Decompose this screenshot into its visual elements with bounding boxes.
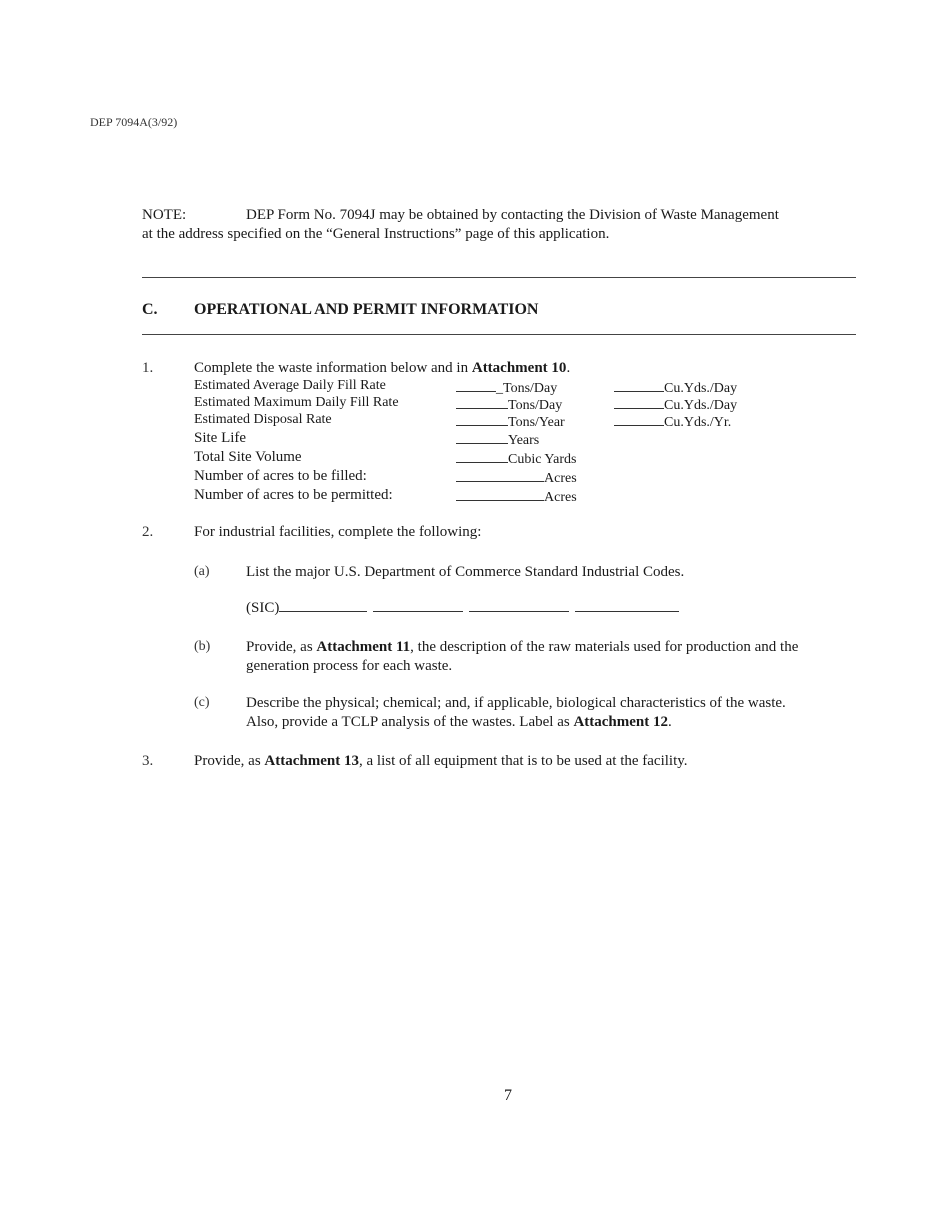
divider-section [142,334,856,335]
row-unit: Acres [544,471,577,486]
fill-row-acres-permitted [194,487,794,506]
site-life-field[interactable] [456,430,508,444]
tons-per-day-avg-field[interactable] [456,378,496,392]
fill-row-site-volume [194,449,794,468]
page-number: 7 [504,1087,512,1104]
item-2c-line-2-pre: Also, provide a TCLP analysis of the wastes. Label as [246,714,574,730]
note-paragraph [142,206,862,244]
item-3-text [194,753,688,770]
section-title: OPERATIONAL AND PERMIT INFORMATION [194,301,539,318]
item-3-pre: Provide, as [194,753,265,769]
row-unit: Cu.Yds./Day [664,381,738,396]
item-3-post: , a list of all equipment that is to be used at the facility. [359,753,688,769]
fill-row-acres-filled [194,468,794,487]
row-unit: Years [508,433,540,448]
tons-per-year-field[interactable] [456,412,508,426]
note-line-2: at the address specified on the “General Instructions” page of this application. [142,226,610,242]
site-volume-field[interactable] [456,449,508,463]
row-label: Total Site Volume [194,449,302,465]
cuyds-per-year-field[interactable] [614,412,664,426]
section-letter: C. [142,301,158,318]
item-1-number: 1. [142,360,154,376]
item-2c-line-1: Describe the physical; chemical; and, if applicable, biological characteristics of the waste. [246,695,786,711]
row-unit: _Tons/Day [496,381,558,396]
note-label: NOTE: [142,207,187,223]
acres-filled-field[interactable] [456,468,544,482]
sic-codes-line [246,599,679,617]
row-label: Estimated Average Daily Fill Rate [194,378,386,393]
item-2-text: For industrial facilities, complete the following: [194,524,482,540]
item-1-text-post: . [566,360,571,376]
item-1-text-pre: Complete the waste information below and in [194,360,472,376]
item-2a-label: (a) [194,564,210,579]
item-2b-text [246,638,860,676]
row-label: Site Life [194,430,247,446]
attachment-11-ref: Attachment 11 [316,639,411,655]
attachment-10-ref: Attachment 10 [471,360,567,376]
item-2-number: 2. [142,524,154,540]
row-unit: Tons/Year [508,415,565,430]
tons-per-day-max-field[interactable] [456,395,508,409]
row-label: Number of acres to be filled: [194,468,367,484]
form-id: DEP 7094A(3/92) [90,115,178,129]
sic-code-field-2[interactable] [373,599,463,612]
row-unit: Tons/Day [508,398,563,413]
row-unit: Cu.Yds./Day [664,398,738,413]
cuyds-per-day-max-field[interactable] [614,395,664,409]
row-label: Estimated Disposal Rate [194,412,332,427]
item-2c-text [246,694,860,732]
item-2c-label: (c) [194,695,210,710]
sic-code-field-4[interactable] [575,599,679,612]
attachment-12-ref: Attachment 12 [573,714,669,730]
item-3-number: 3. [142,753,154,769]
fill-row-site-life [194,430,794,449]
acres-permitted-field[interactable] [456,487,544,501]
note-line-1: DEP Form No. 7094J may be obtained by contacting the Division of Waste Management [246,207,779,223]
divider-top [142,277,856,278]
sic-code-field-1[interactable] [279,599,367,612]
cuyds-per-day-avg-field[interactable] [614,378,664,392]
item-2b-label: (b) [194,639,211,654]
item-2b-post: , the description of the raw materials used for production and the generation process for each waste. [246,639,799,674]
item-2b-pre: Provide, as [246,639,317,655]
item-2c-line-2-post: . [668,714,672,730]
attachment-13-ref: Attachment 13 [264,753,359,769]
row-label: Estimated Maximum Daily Fill Rate [194,395,399,410]
item-1-text [194,360,570,377]
row-unit: Cubic Yards [508,452,577,467]
sic-code-field-3[interactable] [469,599,569,612]
row-label: Number of acres to be permitted: [194,487,393,503]
item-2a-text: List the major U.S. Department of Commerce Standard Industrial Codes. [246,564,685,580]
row-unit: Acres [544,490,577,505]
row-unit: Cu.Yds./Yr. [664,415,732,430]
fill-row-disposal [194,412,794,431]
sic-label: (SIC) [246,600,280,616]
item-2c-line-2 [246,713,860,732]
